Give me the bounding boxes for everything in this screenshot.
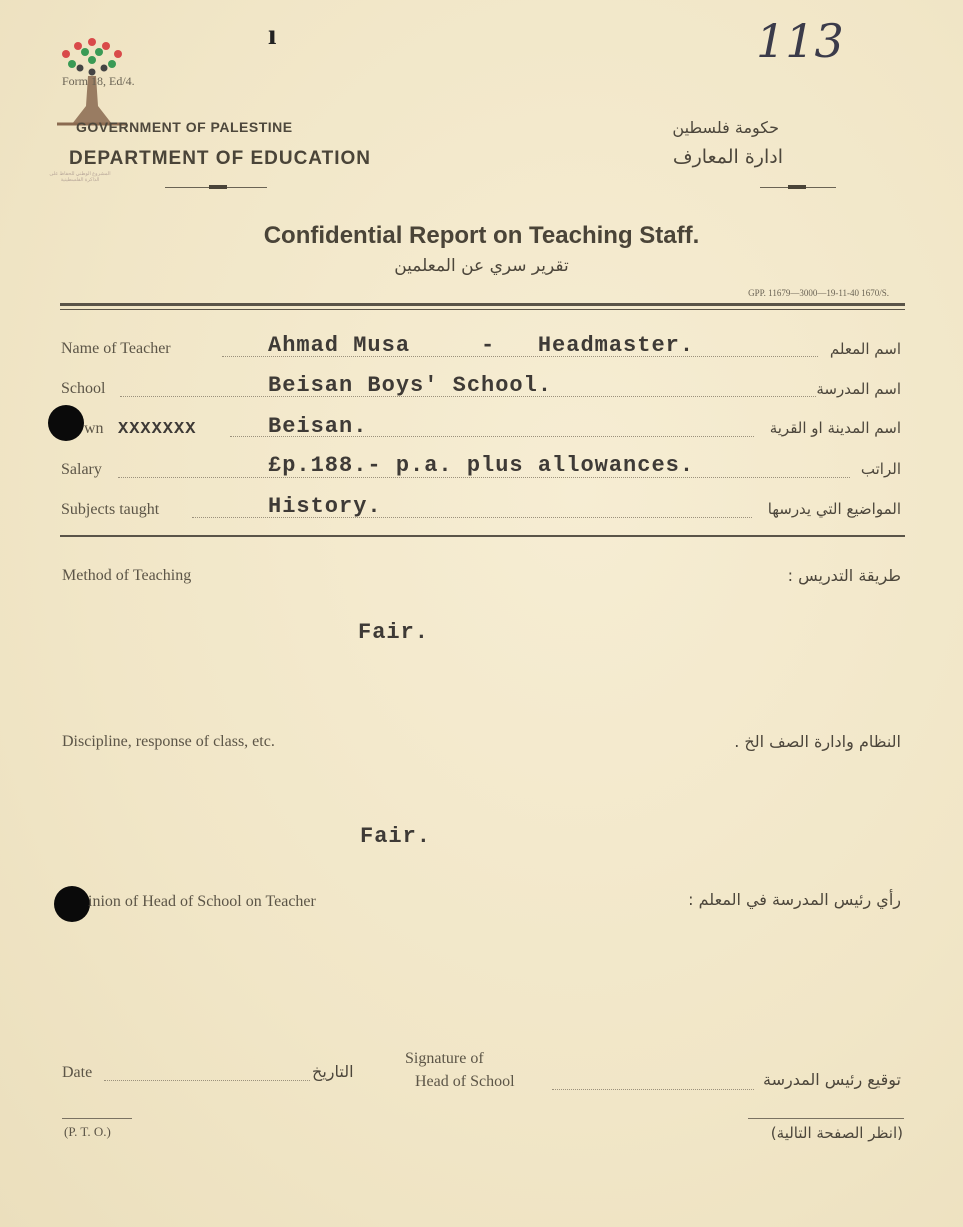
opinion-label-en: inion of Head of School on Teacher bbox=[88, 893, 316, 910]
field-label-name-en: Name of Teacher bbox=[61, 340, 171, 357]
pto-en: (P. T. O.) bbox=[64, 1124, 111, 1139]
field-label-subjects-ar: المواضيع التي يدرسها bbox=[767, 500, 901, 518]
field-label-town-ar: اسم المدينة او القرية bbox=[769, 419, 901, 437]
field-label-subjects-en: Subjects taught bbox=[61, 501, 160, 518]
field-label-salary-ar: الراتب bbox=[860, 460, 901, 478]
form-id: Form 18, Ed/4. bbox=[62, 74, 135, 88]
title-rule-thick bbox=[60, 303, 905, 306]
signature-label-ar: توقيع رئيس المدرسة bbox=[763, 1070, 901, 1089]
date-dotline bbox=[104, 1080, 310, 1081]
print-code: GPP. 11679—3000—19-11-40 1670/S. bbox=[748, 288, 889, 298]
discipline-label-ar: النظام وادارة الصف الخ . bbox=[734, 732, 901, 751]
pto-ar: (انظر الصفحة التالية) bbox=[770, 1124, 903, 1142]
field-label-school-ar: اسم المدرسة bbox=[816, 380, 901, 398]
header-rule-left-mark bbox=[209, 185, 227, 189]
signature-label-line1: Signature of bbox=[405, 1050, 484, 1067]
field-value-salary: £p.188.- p.a. plus allowances. bbox=[268, 453, 695, 478]
dept-heading-en: DEPARTMENT OF EDUCATION bbox=[69, 148, 372, 169]
gov-heading-en: GOVERNMENT OF PALESTINE bbox=[76, 119, 293, 135]
field-label-town-strike: XXXXXXX bbox=[118, 420, 197, 439]
page-number: 113 bbox=[756, 14, 844, 68]
redaction-dot bbox=[54, 886, 90, 922]
signature-label-line2: Head of School bbox=[415, 1073, 515, 1090]
field-label-school-en: School bbox=[61, 380, 106, 397]
pto-rule-en bbox=[62, 1118, 132, 1119]
field-value-name: Ahmad Musa - Headmaster. bbox=[268, 333, 695, 358]
field-value-subjects: History. bbox=[268, 494, 382, 519]
method-label-en: Method of Teaching bbox=[62, 567, 192, 584]
signature-dotline bbox=[552, 1089, 754, 1090]
gov-heading-ar: حكومة فلسطين bbox=[672, 118, 779, 137]
discipline-value: Fair. bbox=[360, 824, 432, 849]
stray-mark: ı bbox=[268, 18, 277, 51]
date-label-en: Date bbox=[62, 1064, 93, 1081]
pto-rule-ar bbox=[748, 1118, 904, 1119]
field-value-town: Beisan. bbox=[268, 414, 368, 439]
dept-heading-ar: ادارة المعارف bbox=[672, 146, 783, 168]
date-label-ar: التاريخ bbox=[312, 1062, 354, 1081]
field-label-town-en: wn bbox=[84, 420, 104, 437]
report-title-ar: تقرير سري عن المعلمين bbox=[394, 256, 569, 276]
report-title-en: Confidential Report on Teaching Staff. bbox=[263, 222, 700, 249]
field-label-name-ar: اسم المعلم bbox=[829, 340, 901, 358]
opinion-label-ar: رأي رئيس المدرسة في المعلم : bbox=[688, 890, 901, 909]
method-value: Fair. bbox=[358, 620, 430, 645]
discipline-label-en: Discipline, response of class, etc. bbox=[62, 733, 275, 750]
method-label-ar: طريقة التدريس : bbox=[787, 566, 901, 585]
fields-bottom-rule bbox=[60, 535, 905, 537]
field-label-salary-en: Salary bbox=[61, 461, 102, 478]
title-rule-thin bbox=[60, 309, 905, 310]
logo-watermark-text: المشروع الوطني للحفاظ على الذاكرة الفلسطينية bbox=[49, 172, 111, 183]
field-value-school: Beisan Boys' School. bbox=[268, 373, 553, 398]
redaction-dot bbox=[48, 405, 84, 441]
header-rule-right-mark bbox=[788, 185, 806, 189]
